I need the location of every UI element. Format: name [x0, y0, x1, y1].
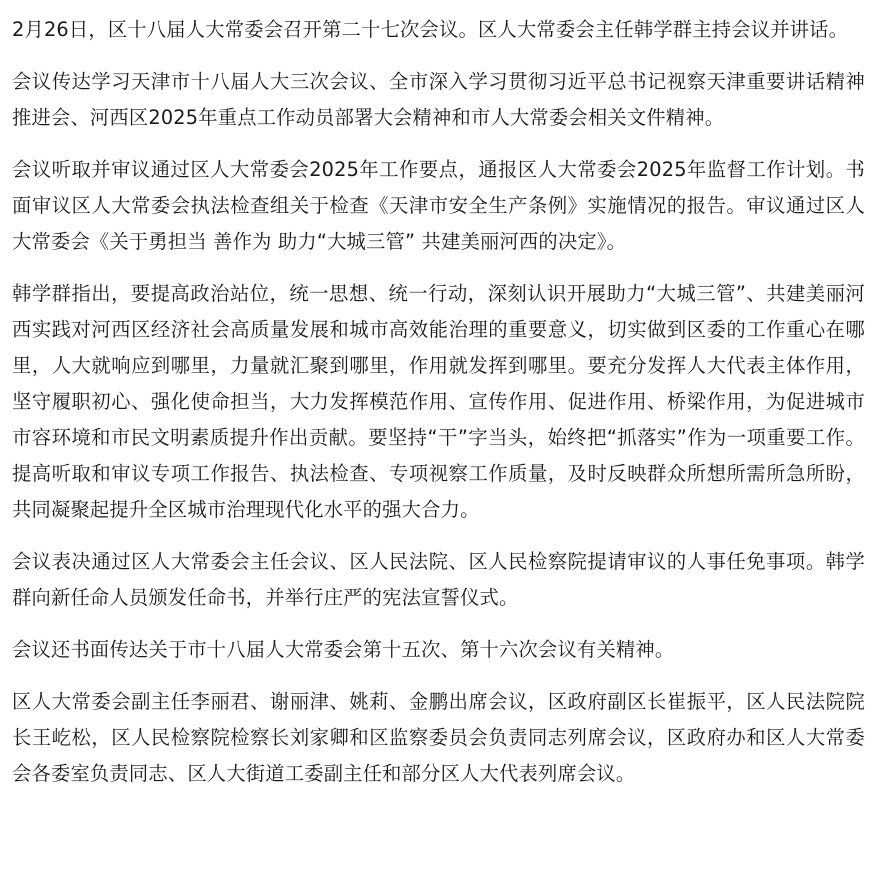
paragraph-personnel-vote: 会议表决通过区人大常委会主任会议、区人民法院、区人民检察院提请审议的人事任免事项。韩学群向新任命人员颁发任命书，并举行庄严的宪法宣誓仪式。 [12, 550, 865, 609]
paragraph-meeting-opening: 2月26日，区十八届人大常委会召开第二十七次会议。区人大常委会主任韩学群主持会议并讲话。 [12, 18, 849, 41]
paragraph-written-conveyance: 会议还书面传达关于市十八届人大常委会第十五次、第十六次会议有关精神。 [12, 638, 675, 661]
paragraph-attendees: 区人大常委会副主任李丽君、谢丽津、姚莉、金鹏出席会议，区政府副区长崔振平，区人民法院院长王屹松，区人民检察院检察长刘家卿和区监察委员会负责同志列席会议，区政府办和区人大常委会各委室负责同志、区人大街道工委副主任和部分区人大代表列席会议。 [12, 690, 865, 785]
paragraph-review-items: 会议听取并审议通过区人大常委会2025年工作要点，通报区人大常委会2025年监督工作计划。书面审议区人大常委会执法检查组关于检查《天津市安全生产条例》实施情况的报告。审议通过区人大常委会《关于勇担当 善作为 助力“大城三管” 共建美丽河西的决定》。 [12, 158, 865, 253]
paragraph-remarks: 韩学群指出，要提高政治站位，统一思想、统一行动，深刻认识开展助力“大城三管”、共建美丽河西实践对河西区经济社会高质量发展和城市高效能治理的重要意义，切实做到区委的工作重心在哪里，人大就响应到哪里，力量就汇聚到哪里，作用就发挥到哪里。要充分发挥人大代表主体作用，坚守履职初心、强化使命担当，大力发挥模范作用、宣传作用、促进作用、桥梁作用，为促进城市市容环境和市民文明素质提升作出贡献。要坚持“干”字当头，始终把“抓落实”作为一项重要工作。提高听取和审议专项工作报告、执法检查、专项视察工作质量，及时反映群众所想所需所急所盼，共同凝聚起提升全区城市治理现代化水平的强大合力。 [12, 282, 865, 521]
paragraph-study-conveyance: 会议传达学习天津市十八届人大三次会议、全市深入学习贯彻习近平总书记视察天津重要讲话精神推进会、河西区2025年重点工作动员部署大会精神和市人大常委会相关文件精神。 [12, 70, 865, 129]
